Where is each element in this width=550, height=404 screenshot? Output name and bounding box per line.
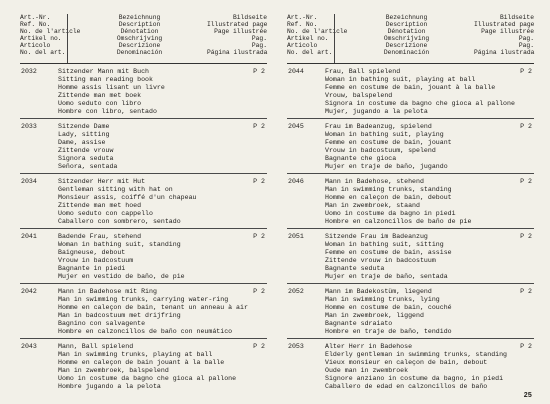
description-line: Man in swimming trunks, carrying water-ring — [58, 295, 229, 303]
description-line: Hombre jugando a la pelota — [58, 382, 161, 390]
description-line: Woman in bathing suit, playing at ball — [325, 75, 476, 83]
description-line: Uomo in costume da bagno in piedi — [325, 209, 456, 217]
description-line: Signora seduta — [58, 154, 114, 162]
description-line: Monsieur assis, coiffé d'un chapeau — [58, 193, 197, 201]
description-line: Man in zwembroek, staand — [325, 201, 420, 209]
description-line: Bagnino con salvagente — [58, 319, 146, 327]
description-line: Señora, sentada — [58, 162, 118, 170]
description-line: Woman in bathing suit, playing — [325, 130, 444, 138]
entry-description — [57, 288, 267, 338]
description-line: Badende Frau, stehend — [58, 233, 142, 240]
article-number: 2042 — [21, 288, 37, 295]
description-line: Man in zwembroek, balspelend — [58, 366, 169, 374]
entry-description — [324, 288, 534, 338]
article-number-header: Art.-Nr. Ref. No. No. de l'article Artikel no. Articolo No. del art. — [287, 14, 348, 56]
illustrated-page-ref: P 2 — [253, 178, 265, 185]
description-line: Uomo in costume da bagno che gioca al pallone — [58, 374, 237, 382]
article-number: 2032 — [21, 68, 37, 75]
description-line: Femme en costume de bain, jouant à la balle — [325, 83, 496, 91]
description-line: Man in badcostuum met drijfring — [58, 311, 181, 319]
description-line: Man in zwembroek, liggend — [325, 311, 424, 319]
description-line: Sitzende Frau im Badeanzug — [325, 233, 428, 240]
description-line: Alter Herr in Badehose — [325, 343, 413, 350]
description-line: Hombre en calzoncillos de baño con neumático — [58, 327, 233, 335]
description-line: Homme en caleçon de bain jouant à la balle — [58, 358, 225, 366]
description-line: Woman in bathing suit, sitting — [325, 240, 444, 248]
description-line: Homme assis lisant un livre — [58, 83, 165, 91]
illustrated-page-ref: P 2 — [520, 123, 532, 130]
description-line: Sitzende Dame — [58, 123, 110, 130]
description-line: Homme en caleçon de bain, tenant un anneau à air — [58, 303, 248, 311]
description-line: Hombre con libro, sentado — [58, 107, 157, 115]
description-line: Zittende man met hoed — [58, 201, 142, 209]
column-header — [20, 14, 267, 64]
illustrated-page-ref: P 2 — [520, 68, 532, 75]
entry-list — [287, 64, 534, 394]
description-line: Hombre en traje de baño, tendido — [325, 327, 452, 335]
catalog-entry — [287, 229, 534, 284]
description-line: Woman in bathing suit, standing — [58, 240, 181, 248]
description-line: Dame, assise — [58, 138, 106, 146]
catalog-entry — [287, 119, 534, 174]
article-number: 2041 — [21, 233, 37, 240]
description-header: Bezeichnung Description Dénotation Omschrijving Descrizione Denominación — [116, 14, 163, 56]
description-line: Homme en caleçon de bain, debout — [325, 193, 452, 201]
description-line: Mujer en traje de baño, sentada — [325, 272, 448, 280]
description-line: Sitzender Herr mit Hut — [58, 178, 146, 185]
illustrated-page-ref: P 2 — [253, 288, 265, 295]
article-number: 2053 — [288, 343, 304, 350]
description-line: Frau, Ball spielend — [325, 68, 401, 75]
illustrated-page-ref: P 2 — [520, 288, 532, 295]
article-number: 2045 — [288, 123, 304, 130]
description-line: Man in swimming trunks, playing at ball — [58, 350, 213, 358]
illustrated-page-ref: P 2 — [253, 343, 265, 350]
description-line: Signore anziano in costume da bagno, in piedi — [325, 374, 504, 382]
article-number: 2052 — [288, 288, 304, 295]
entry-description — [324, 68, 534, 118]
illustrated-page-header: Bildseite Illustrated page Page illustrée Pag. Pag. Página ilustrada — [474, 14, 535, 56]
description-line: Sitzender Mann mit Buch — [58, 68, 150, 75]
description-line: Vrouw, balspelend — [325, 91, 393, 99]
description-line: Bagnante seduta — [325, 264, 385, 272]
description-line: Frau im Badeanzug, spielend — [325, 123, 432, 130]
entry-description — [57, 178, 267, 228]
description-line: Femme en costume de bain, jouant — [325, 138, 452, 146]
entry-description — [324, 178, 534, 228]
description-line: Sitting man reading book — [58, 75, 153, 83]
entry-description — [57, 343, 267, 394]
column-header — [287, 14, 534, 64]
description-line: Mujer en vestido de baño, de pie — [58, 272, 185, 280]
description-line: Oude man in zwembroek — [325, 366, 409, 374]
catalog-column-left — [20, 14, 267, 394]
catalog-entry — [20, 174, 267, 229]
catalog-entry — [20, 284, 267, 339]
article-number: 2044 — [288, 68, 304, 75]
entry-description — [57, 68, 267, 118]
description-line: Caballero de edad en calzoncillos de baño — [325, 382, 488, 390]
description-line: Bagnante che gioca — [325, 154, 397, 162]
page-number: 25 — [523, 392, 532, 400]
description-line: Hombre en calzoncillos de baño de pie — [325, 217, 472, 225]
description-line: Uomo seduto con cappello — [58, 209, 153, 217]
description-line: Mujer en traje de baño, jugando — [325, 162, 448, 170]
illustrated-page-ref: P 2 — [520, 343, 532, 350]
article-number: 2046 — [288, 178, 304, 185]
illustrated-page-header: Bildseite Illustrated page Page illustrée Pag. Pag. Página ilustrada — [207, 14, 268, 56]
catalog-entry — [287, 339, 534, 394]
description-line: Mann, Ball spielend — [58, 343, 134, 350]
description-line: Mann in Badehose mit Ring — [58, 288, 157, 295]
entry-description — [324, 233, 534, 283]
description-line: Elderly gentleman in swimming trunks, standing — [325, 350, 508, 358]
description-line: Signora in costume da bagno che gioca al pallone — [325, 99, 515, 107]
article-number: 2043 — [21, 343, 37, 350]
catalog-entry — [20, 339, 267, 394]
article-number-header: Art.-Nr. Ref. No. No. de l'article Artikel no. Articolo No. del art. — [20, 14, 81, 56]
description-line: Vrouw in badcostuum, spelend — [325, 146, 436, 154]
illustrated-page-ref: P 2 — [520, 233, 532, 240]
catalog-entry — [20, 229, 267, 284]
description-line: Man in swimming trunks, standing — [325, 185, 452, 193]
description-line: Homme en costume de bain, couché — [325, 303, 452, 311]
illustrated-page-ref: P 2 — [520, 178, 532, 185]
description-line: Bagnante sdraiato — [325, 319, 393, 327]
catalog-entry — [287, 64, 534, 119]
catalog-entry — [20, 119, 267, 174]
catalog-entry — [287, 284, 534, 339]
description-line: Vrouw in badcostuum — [58, 256, 134, 264]
description-line: Lady, sitting — [58, 130, 110, 138]
illustrated-page-ref: P 2 — [253, 123, 265, 130]
description-line: Mann im Badekostüm, liegend — [325, 288, 432, 295]
entry-description — [324, 123, 534, 173]
description-line: Baigneuse, debout — [58, 248, 126, 256]
description-line: Zittende man met boek — [58, 91, 142, 99]
description-line: Vieux monsieur en caleçon de bain, debout — [325, 358, 488, 366]
entry-description — [57, 233, 267, 283]
entry-list — [20, 64, 267, 394]
description-line: Uomo seduto con libro — [58, 99, 142, 107]
article-number: 2051 — [288, 233, 304, 240]
catalog-column-right — [287, 14, 534, 394]
description-line: Gentleman sitting with hat on — [58, 185, 173, 193]
catalog-entry — [287, 174, 534, 229]
description-line: Bagnante in piedi — [58, 264, 126, 272]
entry-description — [324, 343, 534, 394]
description-line: Femme en costume de bain, assise — [325, 248, 452, 256]
illustrated-page-ref: P 2 — [253, 68, 265, 75]
description-line: Caballero con sombrero, sentado — [58, 217, 181, 225]
description-line: Mujer, jugando a la pelota — [325, 107, 428, 115]
article-number: 2033 — [21, 123, 37, 130]
description-header: Bezeichnung Description Dénotation Omschrijving Descrizione Denominación — [383, 14, 430, 56]
description-line: Mann in Badehose, stehend — [325, 178, 424, 185]
article-number: 2034 — [21, 178, 37, 185]
entry-description — [57, 123, 267, 173]
catalog-entry — [20, 64, 267, 119]
description-line: Zittende vrouw — [58, 146, 114, 154]
illustrated-page-ref: P 2 — [253, 233, 265, 240]
description-line: Man in swimming trunks, lying — [325, 295, 440, 303]
description-line: Zittende vrouw in badcostuum — [325, 256, 436, 264]
